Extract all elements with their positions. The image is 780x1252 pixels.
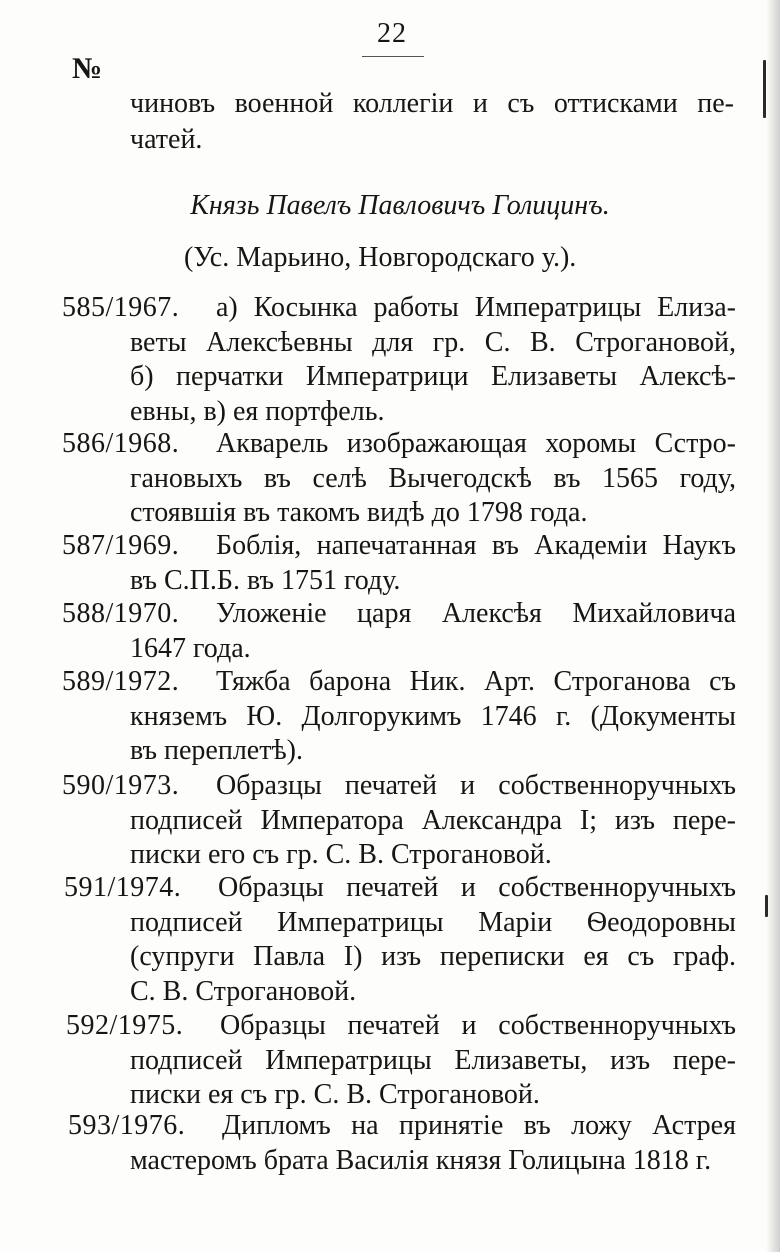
- page-number-rule: [362, 56, 424, 57]
- entry-line: Уложеніе царя Алексѣя Михайловича: [216, 598, 736, 629]
- entry-number: 591/1974.: [64, 872, 182, 903]
- entry-line: княземъ Ю. Долгорукимъ 1746 г. (Документы: [130, 700, 736, 732]
- entry-line: подписей Императрицы Маріи Ѳеодоровны: [130, 906, 736, 938]
- entry-number: 586/1968.: [62, 428, 180, 459]
- entry-line: въ С.П.Б. въ 1751 году.: [130, 564, 401, 596]
- entry-number: 593/1976.: [68, 1110, 186, 1141]
- entry-number: 588/1970.: [62, 598, 180, 629]
- entry-number: 589/1972.: [62, 666, 180, 697]
- entry-line: (супруги Павла I) изъ переписки ея съ граф.: [130, 941, 736, 972]
- number-sign: №: [72, 52, 103, 85]
- entry-line: подписей Императора Александра I; изъ пере-: [130, 804, 736, 836]
- entry-line: евны, в) ея портфель.: [130, 395, 385, 427]
- entry-line: Образцы печатей и собственноручныхъ: [220, 1010, 736, 1041]
- entry-line: гановыхъ въ селѣ Вычегодскѣ въ 1565 году,: [130, 462, 736, 494]
- entry-number: 587/1969.: [62, 530, 180, 561]
- owner-heading: Князь Павелъ Павловичъ Голицинъ.: [190, 190, 610, 221]
- entry-line: Акварель изображающая хоромы Сстро-: [216, 428, 736, 459]
- entry-number: 590/1973.: [62, 770, 180, 801]
- entry-line: Образцы печатей и собственноручныхъ: [218, 872, 736, 903]
- page-edge: [766, 0, 780, 1252]
- entry-line: С. В. Строгановой.: [130, 975, 357, 1007]
- entry-line: Боблія, напечатанная въ Академіи Наукъ: [216, 530, 736, 561]
- entry-line: подписей Императрицы Елизаветы, изъ пере-: [130, 1044, 736, 1076]
- entry-line: Дипломъ на принятіе въ ложу Астрея: [222, 1110, 736, 1141]
- edge-mark-bottom: [765, 895, 768, 917]
- entry-line: Образцы печатей и собственноручныхъ: [216, 770, 736, 801]
- entry-line: мастеромъ брата Василія князя Голицына 1818 г.: [130, 1144, 712, 1176]
- continuation-line-2: чатей.: [130, 124, 203, 155]
- entry-line: писки его съ гр. С. В. Строгановой.: [130, 839, 552, 870]
- entry-line: стоявшія въ такомъ видѣ до 1798 года.: [130, 497, 588, 528]
- entry-line: писки ея съ гр. С. В. Строгановой.: [130, 1079, 540, 1110]
- entry-line: Тяжба барона Ник. Арт. Строганова съ: [216, 666, 736, 697]
- location-line: (Ус. Марьино, Новгородскаго у.).: [184, 242, 577, 273]
- entry-line: б) перчатки Императрици Елизаветы Алексѣ-: [130, 361, 736, 392]
- entry-line: веты Алексѣевны для гр. С. В. Строгановой,: [130, 326, 736, 358]
- edge-mark-top: [763, 60, 766, 118]
- entry-number: 592/1975.: [66, 1010, 184, 1041]
- entry-line: а) Косынка работы Императрицы Елиза-: [216, 292, 736, 323]
- entry-line: въ переплетѣ).: [130, 735, 303, 766]
- continuation-line-1: чиновъ военной коллегіи и съ оттисками пе-: [130, 88, 734, 119]
- entry-line: 1647 года.: [130, 632, 251, 664]
- entry-number: 585/1967.: [62, 292, 180, 323]
- page-number: 22: [377, 18, 407, 49]
